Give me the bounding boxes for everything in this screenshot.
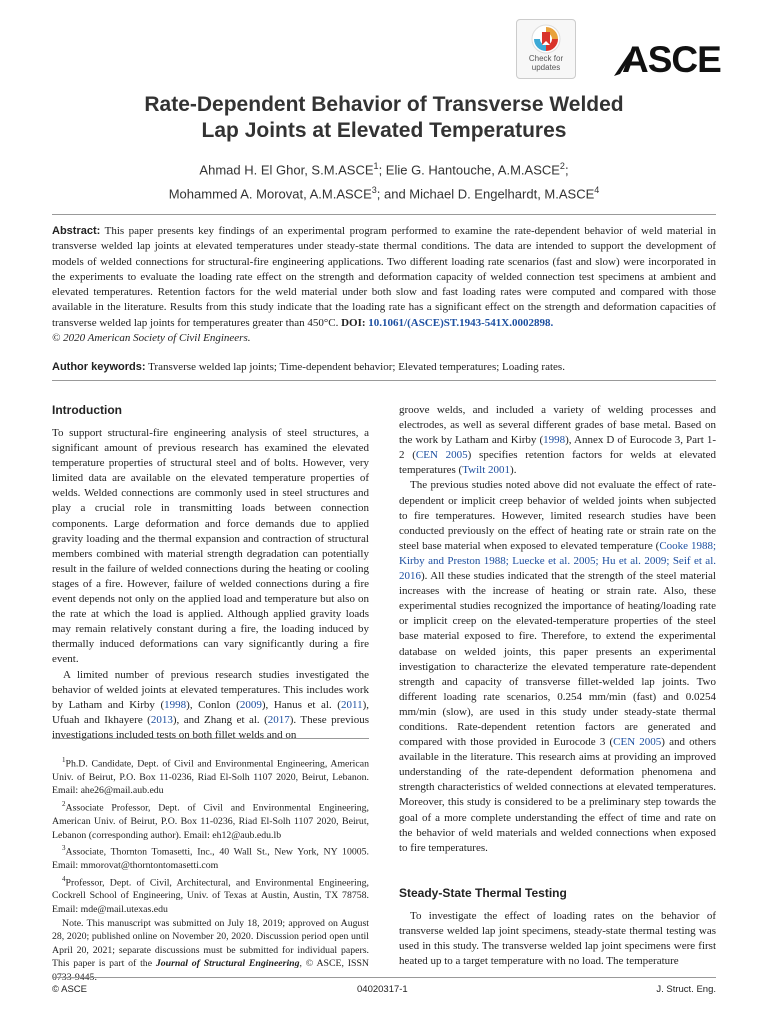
- keywords-text: Transverse welded lap joints; Time-dependent behavior; Elevated temperatures; Loading rates.: [148, 361, 565, 373]
- citation-link[interactable]: 2017: [267, 713, 290, 726]
- doi-label: DOI:: [341, 316, 366, 329]
- footer-page-number: 04020317-1: [357, 984, 408, 995]
- steady-state-heading: Steady-State Thermal Testing: [399, 885, 567, 900]
- right-paragraph-2: The previous studies noted above did not evaluate the effect of rate-dependent or implicit creep behavior of welded joints when subjected to fire temperatures. However, limited research studies have been conducted previously on the effect of heating rate or strain rate on the steel base material when exposed to elevated temperature (Cooke 1988; Kirby and Preston 1988; Luecke et al. 2005; Hu et al. 2009; Seif et al. 2016). All these studies indicated that the strength of the steel material increases with the increase of heating or strain rate. Also, these experimental studies recognized the importance of heating/loading rate or implicit creep on the elevated-temperature properties of the steel base material exposed to fire. Therefore, to extend the experimental database on welded joints, this paper presents an experimental investigation to characterize the elevated temperature rate-dependent strength and capacity of transverse fillet-welded lap joints. Two different loading rate scenarios, 0.254 mm/min (fast) and 0.0254 mm/min (slow), are used in this study under steady-state thermal conditions. Rate-dependent retention factors are generated and compared with those provided in Eurocode 3 (CEN 2005) and others available in the literature. This research aims at providing an improved understanding of the rate-dependent deformation phenomena and strength characteristics of welded connections at elevated temperatures. Moreover, this study is considered to be a preliminary step towards the goal of a more complete understanding the effect of time and rate on the behavior of weld materials and welded connections when exposed to fire temperatures.: [399, 479, 717, 854]
- paper-title: [60, 92, 708, 144]
- citation-link[interactable]: 1998: [543, 434, 566, 447]
- introduction-heading: Introduction: [52, 403, 122, 417]
- footer-left: © ASCE: [52, 984, 87, 995]
- abstract: [52, 224, 716, 346]
- abstract-label: Abstract:: [52, 225, 101, 237]
- abstract-top-rule: [52, 214, 716, 215]
- abstract-bottom-rule: [52, 380, 716, 381]
- title-line-2: Lap Joints at Elevated Temperatures: [201, 119, 567, 142]
- footnote-4: $^4$Professor, Dept. of Civil, Architectural, and Environmental Engineering, Cockrell School of Engineering, Univ. of Texas at Austin, Austin, TX 78758. Email: mde@mail.utexas.edu: [52, 874, 369, 915]
- intro-paragraph-1: To support structural-fire engineering analysis of steel structures, a significant amount of previous research has examined the elevated temperature properties of structural steel and of bolts. However, very limited data are available on the elevated temperature properties of welds. Welded connections are commonly used in steel structures and play a crucial role in transmitting loads between connection components. Large deformation and force demands due to applied gravity loading and the thermal expansion and contraction of structural members combined with material strength degradation can potentially result in the failure of welded connections during the heating or cooling stages of a fire. However, failure of welded connections during a fire event depends not only on the applied load and temperature but also on the rate at which the load is applied. Although applied gravity loads may remain relatively constant during a fire, the loading induced by thermally induced deformations can vary significantly during a fire event.: [52, 427, 369, 666]
- right-paragraph-1: groove welds, and included a variety of welding processes and electrodes, as well as several different grades of base metal. Based on the work by Latham and Kirby (1998), Annex D of Eurocode 3, Part 1-2 (CEN 2005) specifies retention factors for welds at elevated temperatures (Twilt 2001).: [399, 404, 716, 477]
- abstract-copyright: © 2020 American Society of Civil Engineers.: [52, 332, 251, 345]
- citation-link[interactable]: 1998: [164, 698, 187, 711]
- footnote-3: $^3$Associate, Thornton Tomasetti, Inc., 40 Wall St., New York, NY 10005. Email: mmorovat@thorntontomasetti.com: [52, 844, 369, 871]
- page-footer: [52, 977, 716, 995]
- abstract-text: This paper presents key findings of an experimental program performed to examine the rate-dependent behavior of weld material in transverse welded lap joints at elevated temperatures under steady-state thermal conditions. The data are intended to support the development of models of welded connections for structural-fire engineering applications. Two different loading rate scenarios (fast and slow) were incorporated in the experiments to evaluate the loading rate effect on the strength and deformation capacity of welded connection test specimens at ambient and elevated temperatures. Retention factors for the weld material under both slow and fast loading rates were computed and compared with those available in the literature. Results from this study indicate that the loading rate has a significant effect on the strength and deformation capacities of transverse welded lap joints for temperatures greater than 450°C.: [52, 225, 716, 329]
- footnotes: [52, 738, 369, 985]
- check-label-1: Check for: [528, 54, 564, 63]
- citation-link[interactable]: 2009: [239, 698, 262, 711]
- submission-note: Note. This manuscript was submitted on July 18, 2019; approved on August 28, 2020; published online on November 20, 2020. Discussion period open until April 20, 2021; separate discussions must be submitted for individual papers. This paper is part of the Journal of Structural Engineering, © ASCE, ISSN 0733-9445.: [52, 917, 369, 983]
- doi-link[interactable]: 10.1061/(ASCE)ST.1943-541X.0002898.: [368, 316, 554, 329]
- citation-link[interactable]: CEN 2005: [415, 449, 468, 462]
- citation-link[interactable]: CEN 2005: [613, 736, 662, 749]
- journal-name: Journal of Structural Engineering: [155, 958, 300, 970]
- authors-line-1: Ahmad H. El Ghor, S.M.ASCE$^1$; Elie G. Hantouche, A.M.ASCE$^2$;: [199, 161, 569, 178]
- citation-link[interactable]: Cooke 1988; Kirby and Preston 1988; Luecke et al. 2005; Hu et al. 2009; Seif et al. 2016: [399, 539, 717, 583]
- citation-link[interactable]: 2013: [150, 713, 173, 726]
- left-column: [52, 403, 369, 743]
- footnote-2: $^2$Associate Professor, Dept. of Civil and Environmental Engineering, American Univ. of Beirut, P.O. Box 11-0236, Riad El-Solh 1107 2020, Beirut, Lebanon (corresponding author). Email: eh12@aub.edu.lb: [52, 800, 369, 841]
- check-updates-icon: [531, 24, 561, 54]
- author-keywords: [52, 360, 716, 374]
- check-label-2: updates: [531, 63, 561, 72]
- authors-line-2: Mohammed A. Morovat, A.M.ASCE$^3$; and Michael D. Engelhardt, M.ASCE$^4$: [168, 185, 600, 202]
- citation-link[interactable]: Twilt 2001: [462, 464, 511, 477]
- keywords-label: Author keywords:: [52, 361, 146, 373]
- footer-journal: J. Struct. Eng.: [656, 984, 716, 995]
- asce-logo-text: ASCE: [622, 39, 721, 80]
- right-column: [399, 403, 716, 969]
- citation-link[interactable]: 2011: [340, 698, 363, 711]
- title-line-1: Rate-Dependent Behavior of Transverse Welded: [144, 93, 624, 116]
- check-for-updates-badge[interactable]: [516, 19, 576, 79]
- intro-paragraph-2: A limited number of previous research studies investigated the behavior of welded joints at elevated temperatures. This includes work by Latham and Kirby (1998), Conlon (2009), Hanus et al. (2011), Ufuah and Ikhayere (2013), and Zhang et al. (2017). These previous investigations included tests on both fillet welds and on: [52, 668, 369, 741]
- asce-logo: [612, 39, 721, 80]
- author-list: [60, 156, 708, 205]
- right-paragraph-3: To investigate the effect of loading rates on the behavior of transverse welded lap joint specimens, steady-state thermal testing was used in this study. The transverse welded lap joint specimens were first heated up to a target temperature with no load. The temperature: [399, 909, 716, 968]
- footnote-1: $^1$Ph.D. Candidate, Dept. of Civil and Environmental Engineering, American Univ. of Beirut, P.O. Box 11-0236, Riad El-Solh 1107 2020, Beirut, Lebanon. Email: ahe26@mail.aub.edu: [52, 756, 369, 797]
